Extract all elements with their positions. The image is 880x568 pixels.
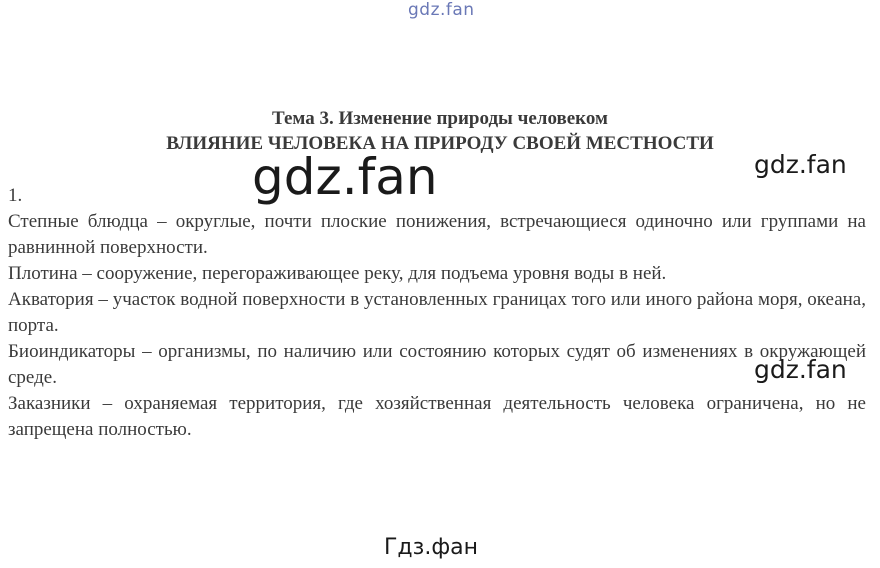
section-heading: ВЛИЯНИЕ ЧЕЛОВЕКА НА ПРИРОДУ СВОЕЙ МЕСТНОСТИ	[166, 133, 714, 154]
watermark-right-upper: gdz.fan	[754, 150, 847, 179]
definitions-block	[8, 183, 866, 443]
watermark-top: gdz.fan	[408, 0, 475, 20]
definition-item: Плотина – сооружение, перегораживающее реку, для подъема уровня воды в ней.	[8, 263, 667, 284]
watermark-bottom: Гдз.фан	[384, 535, 478, 560]
definition-item: Биоиндикаторы – организмы, по наличию или состоянию которых судят об изменениях в окружающей среде.	[8, 341, 866, 388]
watermark-large: gdz.fan	[252, 148, 438, 206]
definition-item: Акватория – участок водной поверхности в установленных границах того или иного района моря, океана, порта.	[8, 289, 866, 336]
definition-item: Степные блюдца – округлые, почти плоские понижения, встречающиеся одиночно или группами на равнинной поверхности.	[8, 211, 866, 258]
watermark-right-lower: gdz.fan	[754, 355, 847, 384]
exercise-number: 1.	[8, 185, 23, 206]
definition-item: Заказники – охраняемая территория, где хозяйственная деятельность человека ограничена, но не запрещена полностью.	[8, 393, 866, 440]
topic-title: Тема 3. Изменение природы человеком	[272, 108, 608, 129]
